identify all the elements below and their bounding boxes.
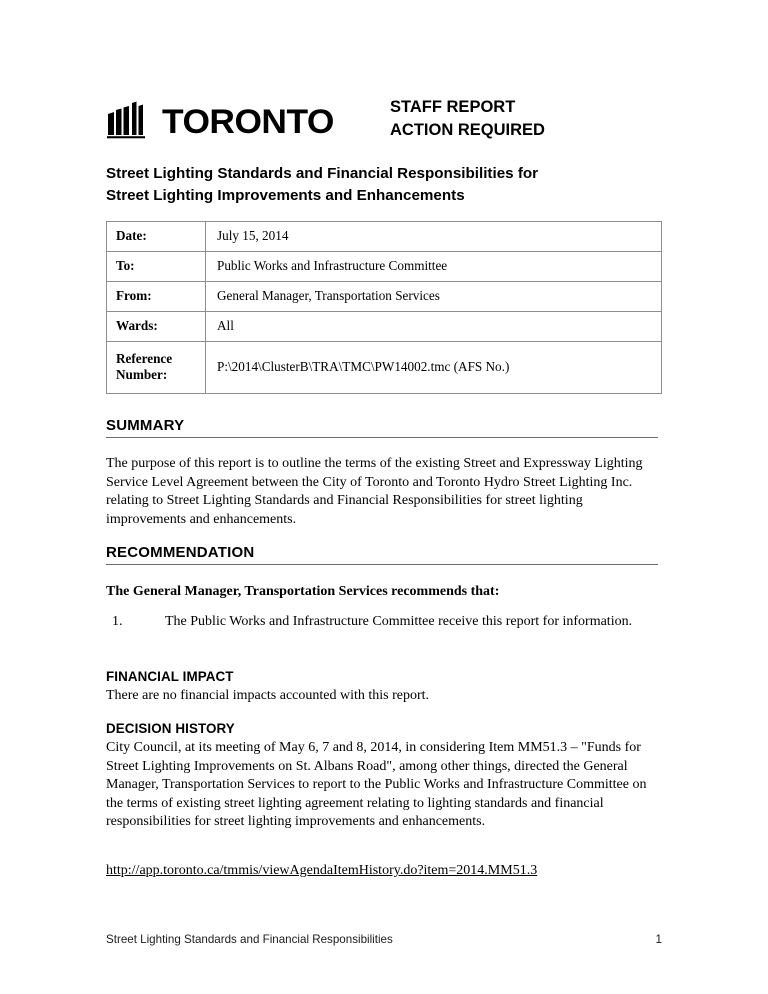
page-title-line2: Street Lighting Improvements and Enhancements — [106, 186, 465, 204]
report-info-table — [106, 221, 662, 394]
decision-history-heading-text: DECISION HISTORY — [106, 721, 235, 736]
decision-history-paragraph: City Council, at its meeting of May 6, 7 and 8, 2014, in considering Item MM51.3 – "Funds for Street Lighting Improvements on St. Albans Road", among other things, directed the General Manager, Transportation Services to report to the Public Works and Infrastructure Committee on the terms of existing street lighting agreement relating to lighting standards and financial responsibilities for street lighting improvements and enhancements. — [106, 740, 647, 830]
info-label-reference-line2: Number: — [116, 367, 168, 382]
info-value-date: July 15, 2014 — [206, 222, 662, 252]
info-label-wards: Wards: — [107, 312, 206, 342]
recommendation-list — [106, 613, 662, 632]
info-label-reference-number — [107, 342, 206, 394]
table-row — [107, 222, 662, 252]
page-title-line1: Street Lighting Standards and Financial Responsibilities for — [106, 165, 539, 182]
section-heading-decision-history — [106, 721, 662, 736]
summary-heading-text: SUMMARY — [106, 417, 658, 438]
financial-impact-paragraph: There are no financial impacts accounted with this report. — [106, 688, 430, 703]
report-kind — [390, 96, 545, 141]
footer-title: Street Lighting Standards and Financial Responsibilities — [106, 933, 393, 946]
report-kind-line2: ACTION REQUIRED — [390, 120, 545, 139]
section-heading-financial-impact — [106, 669, 662, 684]
list-item-number: 1. — [112, 614, 123, 629]
info-value-from: General Manager, Transportation Services — [206, 282, 662, 312]
report-kind-line1: STAFF REPORT — [390, 98, 516, 116]
info-value-reference-number: P:\2014\ClusterB\TRA\TMC\PW14002.tmc (AFS No.) — [206, 342, 662, 394]
masthead — [106, 96, 662, 152]
info-label-from: From: — [107, 282, 206, 312]
footer-page-number: 1 — [655, 933, 662, 946]
summary-paragraph: The purpose of this report is to outline the terms of the existing Street and Expressway Lighting Service Level Agreement between the City of Toronto and Toronto Hydro Street Lighting Inc. relating to Street Lighting Standards and Financial Responsibilities for street lighting improvements and enhancements. — [106, 456, 643, 527]
info-label-date: Date: — [107, 222, 206, 252]
info-value-to: Public Works and Infrastructure Committee — [206, 252, 662, 282]
recommendation-lead-text: The General Manager, Transportation Services recommends that: — [106, 584, 500, 599]
info-label-reference-line1: Reference — [116, 351, 173, 366]
section-heading-summary — [106, 417, 662, 438]
financial-impact-heading-text: FINANCIAL IMPACT — [106, 669, 234, 684]
info-value-wards: All — [206, 312, 662, 342]
toronto-logo — [106, 98, 334, 141]
toronto-wordmark: TORONTO — [162, 103, 334, 141]
page-title — [106, 163, 636, 206]
info-label-to: To: — [107, 252, 206, 282]
list-item — [106, 613, 635, 632]
list-item-text: The Public Works and Infrastructure Committee receive this report for information. — [165, 614, 633, 629]
table-row — [107, 312, 662, 342]
recommendation-heading-text: RECOMMENDATION — [106, 544, 658, 565]
agenda-item-history-link[interactable]: http://app.toronto.ca/tmmis/viewAgendaItemHistory.do?item=2014.MM51.3 — [106, 863, 538, 878]
page-footer — [106, 933, 662, 947]
section-heading-recommendation — [106, 544, 662, 565]
toronto-skyline-logo-icon — [106, 100, 158, 140]
table-row — [107, 282, 662, 312]
agenda-link-container — [106, 861, 662, 881]
table-row — [107, 342, 662, 394]
table-row — [107, 252, 662, 282]
